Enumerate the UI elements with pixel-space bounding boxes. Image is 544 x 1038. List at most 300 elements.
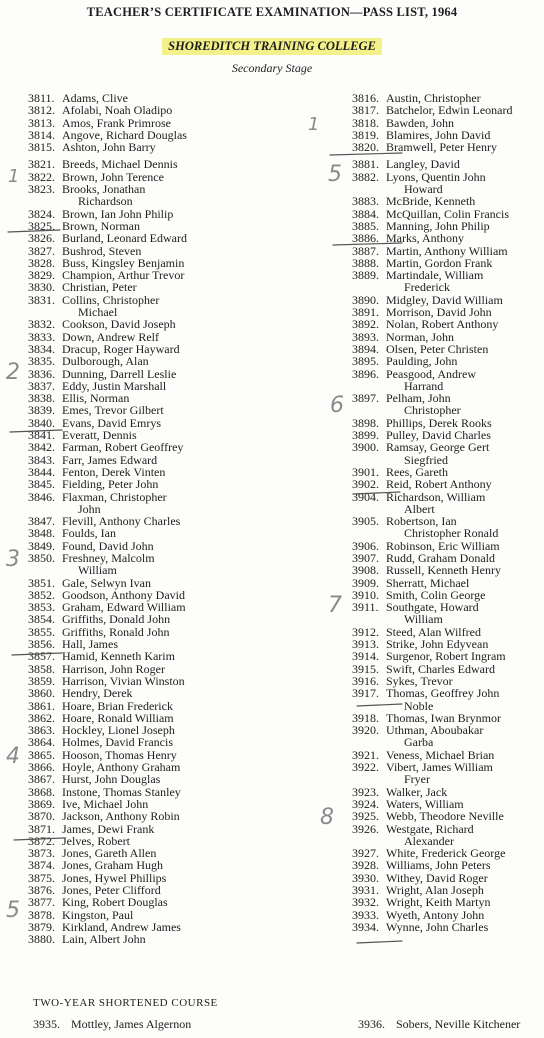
- entry-number: 3931.: [352, 883, 379, 897]
- list-item: [28, 687, 278, 699]
- entry-name-continuation: Christopher Ronald: [404, 526, 499, 541]
- entry-name: Farman, Robert Geoffrey: [62, 440, 184, 455]
- entry-name: Dracup, Roger Hayward: [62, 341, 180, 356]
- entry-name: White, Frederick George: [386, 846, 506, 861]
- list-item: [28, 104, 278, 116]
- list-item: [352, 810, 542, 822]
- entry-name: Ellis, Norman: [62, 391, 130, 406]
- entry-name-continuation: William: [404, 612, 443, 627]
- entry-number: 3832.: [28, 317, 55, 332]
- entry-name: Brooks, Jonathan: [62, 182, 146, 197]
- entry-number: 3860.: [28, 686, 55, 701]
- shortened-course-entry: [33, 1017, 191, 1032]
- stage-subtitle: Secondary Stage: [231, 61, 313, 75]
- entry-number: 3829.: [28, 268, 55, 283]
- entry-name: Harrison, John Roger: [62, 661, 165, 676]
- entry-number: 3823.: [28, 182, 55, 197]
- entry-name: James, Dewi Frank: [62, 821, 155, 836]
- entry-name: Southgate, Howard: [386, 600, 479, 615]
- entry-name: Martindale, William: [386, 268, 484, 283]
- entry-number: 3862.: [28, 710, 55, 725]
- entry-number: 3923.: [352, 784, 379, 799]
- entry-number: 3876.: [28, 883, 55, 897]
- entry-name: Ive, Michael John: [62, 796, 149, 811]
- entry-number: 3840.: [28, 415, 55, 430]
- entry-name: Manning, John Philip: [386, 218, 490, 233]
- entry-name: Instone, Thomas Stanley: [62, 784, 181, 799]
- entry-name: Walker, Jack: [386, 784, 448, 799]
- entry-number: 3926.: [352, 821, 379, 836]
- entry-name: Steed, Alan Wilfred: [386, 624, 481, 639]
- entry-number: 3928.: [352, 858, 379, 873]
- list-item: [28, 810, 278, 822]
- entry-number: 3850.: [28, 550, 55, 565]
- entry-number: 3935.: [33, 1017, 60, 1031]
- entry-name: Emes, Trevor Gilbert: [62, 403, 164, 418]
- list-item: [352, 245, 542, 257]
- entry-name: Jones, Hywel Phillips: [62, 870, 167, 885]
- entry-name: Peasgood, Andrew: [386, 366, 476, 381]
- entry-number: 3847.: [28, 514, 55, 529]
- entry-name: Harrison, Vivian Winston: [62, 673, 185, 688]
- entry-name: Phillips, Derek Rooks: [386, 415, 492, 430]
- entry-number: 3894.: [352, 341, 379, 356]
- entry-name: Nolan, Robert Anthony: [386, 317, 499, 332]
- entry-name: Freshney, Malcolm: [62, 550, 155, 565]
- entry-name: Robertson, Ian: [386, 514, 457, 529]
- entry-name: Williams, John Peters: [386, 858, 491, 873]
- entry-number: 3913.: [352, 637, 379, 652]
- list-item: [28, 404, 278, 416]
- entry-name: Griffiths, Donald John: [62, 612, 171, 627]
- entry-number: 3902.: [352, 477, 379, 492]
- entry-name: Hall, James: [62, 637, 118, 652]
- college-name: SHOREDITCH TRAINING COLLEGE: [162, 38, 382, 55]
- entry-number: 3874.: [28, 858, 55, 873]
- list-item: [352, 318, 542, 330]
- entry-name: McQuillan, Colin Francis: [386, 206, 509, 221]
- entry-name: Lain, Albert John: [62, 932, 146, 947]
- list-item: [352, 896, 542, 908]
- entry-name-continuation: Howard: [404, 182, 443, 197]
- entry-name: Reid, Robert Anthony: [386, 477, 492, 492]
- entry-name: Sherratt, Michael: [386, 575, 470, 590]
- entry-number: 3841.: [28, 428, 55, 443]
- entry-name: Brown, John Terence: [62, 169, 164, 184]
- entry-name: Hockley, Lionel Joseph: [62, 723, 175, 738]
- entry-number: 3920.: [352, 723, 379, 738]
- list-item: [352, 441, 542, 453]
- entry-number: 3866.: [28, 760, 55, 775]
- list-item: [352, 478, 542, 490]
- entry-name: Jones, Peter Clifford: [62, 883, 161, 897]
- entry-number: 3849.: [28, 538, 55, 553]
- entry-number: 3865.: [28, 747, 55, 762]
- list-item: [28, 318, 278, 330]
- entry-number: 3914.: [352, 649, 379, 664]
- entry-number: 3933.: [352, 907, 379, 922]
- entry-name: Swift, Charles Edward: [386, 661, 495, 676]
- entry-number: 3881.: [352, 157, 379, 172]
- entry-number: 3886.: [352, 231, 379, 246]
- entry-name: Brown, Ian John Philip: [62, 206, 174, 221]
- entry-number: 3877.: [28, 895, 55, 910]
- pencil-mark: 1: [308, 114, 320, 135]
- entry-name: Rudd, Graham Donald: [386, 550, 495, 565]
- entry-number: 3910.: [352, 587, 379, 602]
- entry-number: 3846.: [28, 489, 55, 504]
- entry-name: Austin, Christopher: [386, 91, 481, 105]
- entry-number: 3930.: [352, 870, 379, 885]
- entry-number: 3901.: [352, 464, 379, 479]
- entry-name-continuation: Fryer: [404, 772, 430, 787]
- list-item: [28, 158, 278, 170]
- entry-name: Goodson, Anthony David: [62, 587, 185, 602]
- entry-name-continuation: John: [78, 501, 101, 516]
- entry-name: Kirkland, Andrew James: [62, 919, 181, 934]
- entry-name: King, Robert Douglas: [62, 895, 168, 910]
- entry-name-continuation: Noble: [404, 698, 434, 713]
- entry-name: Kingston, Paul: [62, 907, 134, 922]
- entry-name: Brown, Norman: [62, 218, 140, 233]
- entry-number: 3853.: [28, 600, 55, 615]
- entry-name: Found, David John: [62, 538, 154, 553]
- entry-number: 3891.: [352, 305, 379, 320]
- entry-number: 3836.: [28, 366, 55, 381]
- entry-name: Hoare, Brian Frederick: [62, 698, 173, 713]
- entry-number: 3924.: [352, 796, 379, 811]
- entry-name: Evans, David Emrys: [62, 415, 161, 430]
- entry-number: 3882.: [352, 169, 379, 184]
- list-item: [28, 478, 278, 490]
- entry-name: Strike, John Edyvean: [386, 637, 489, 652]
- list-item: [28, 368, 278, 380]
- list-item: [352, 491, 542, 503]
- entry-name: Dulborough, Alan: [62, 354, 149, 369]
- entry-name: Everatt, Dennis: [62, 428, 137, 443]
- list-item: [352, 687, 542, 699]
- entry-number: 3844.: [28, 464, 55, 479]
- list-item: [352, 564, 542, 576]
- entry-name-continuation: Michael: [78, 305, 118, 320]
- entry-name: Morrison, David John: [386, 305, 492, 320]
- entry-number: 3856.: [28, 637, 55, 652]
- entry-number: 3848.: [28, 526, 55, 541]
- entry-name: Richardson, William: [386, 489, 486, 504]
- list-item: [28, 281, 278, 293]
- entry-number: 3869.: [28, 796, 55, 811]
- entry-number: 3925.: [352, 809, 379, 824]
- entry-number: 3915.: [352, 661, 379, 676]
- pencil-mark: 6: [330, 393, 344, 418]
- entry-number: 3912.: [352, 624, 379, 639]
- list-item: [352, 724, 542, 736]
- entry-name: Wynne, John Charles: [386, 919, 489, 934]
- list-item: [28, 232, 278, 244]
- entry-name: Surgenor, Robert Ingram: [386, 649, 506, 664]
- entry-number: 3870.: [28, 809, 55, 824]
- entry-name: Waters, William: [386, 796, 464, 811]
- entry-name: Pelham, John: [386, 391, 451, 406]
- entry-number: 3872.: [28, 833, 55, 848]
- entry-name: Champion, Arthur Trevor: [62, 268, 185, 283]
- entry-number: 3883.: [352, 194, 379, 209]
- entry-number: 3892.: [352, 317, 379, 332]
- entry-number: 3895.: [352, 354, 379, 369]
- entry-number: 3825.: [28, 218, 55, 233]
- shortened-course-heading: TWO-YEAR SHORTENED COURSE: [33, 997, 218, 1009]
- entry-name: Jelves, Robert: [62, 833, 130, 848]
- entry-name: Lyons, Quentin John: [386, 169, 486, 184]
- entry-name: Uthman, Aboubakar: [386, 723, 484, 738]
- entry-number: 3815.: [28, 140, 55, 155]
- shortened-course-entry: [358, 1017, 520, 1032]
- pencil-mark: 4: [6, 744, 20, 769]
- entry-number: 3811.: [28, 91, 55, 105]
- entry-number: 3905.: [352, 514, 379, 529]
- entry-number: 3873.: [28, 846, 55, 861]
- entry-number: 3821.: [28, 157, 55, 172]
- entry-number: 3896.: [352, 366, 379, 381]
- page-title: TEACHER’S CERTIFICATE EXAMINATION—PASS LIST, 1964: [86, 5, 458, 19]
- entry-name: Down, Andrew Relf: [62, 329, 159, 344]
- entry-name: Withey, David Roger: [386, 870, 488, 885]
- entry-number: 3843.: [28, 452, 55, 467]
- entry-name: Westgate, Richard: [386, 821, 474, 836]
- list-item: [28, 245, 278, 257]
- entry-name: Ashton, John Barry: [62, 140, 156, 155]
- entry-name-continuation: Harrand: [404, 378, 444, 393]
- entry-name: Griffiths, Ronald John: [62, 624, 170, 639]
- list-item: [28, 294, 278, 306]
- entry-name: Pulley, David Charles: [386, 428, 491, 443]
- entry-name: Bawden, John: [386, 115, 454, 130]
- entry-number: 3900.: [352, 440, 379, 455]
- list-item: [352, 141, 542, 153]
- entry-name: Blamires, John David: [386, 127, 491, 142]
- entry-name: Bushrod, Steven: [62, 243, 142, 258]
- list-item: [352, 195, 542, 207]
- entry-number: 3875.: [28, 870, 55, 885]
- entry-name: Adams, Clive: [62, 91, 128, 105]
- college-heading: [0, 37, 544, 55]
- entry-number: 3906.: [352, 538, 379, 553]
- entry-number: 3918.: [352, 710, 379, 725]
- entry-name: Vibert, James William: [386, 760, 493, 775]
- list-item: [352, 158, 542, 170]
- entry-name: Martin, Anthony William: [386, 243, 508, 258]
- entry-name: Batchelor, Edwin Leonard: [386, 103, 513, 118]
- entry-number: 3842.: [28, 440, 55, 455]
- entry-name-continuation: Alexander: [404, 833, 454, 848]
- list-item: [352, 650, 542, 662]
- entry-number: 3835.: [28, 354, 55, 369]
- list-item: [28, 552, 278, 564]
- entry-name: Veness, Michael Brian: [386, 747, 495, 762]
- entry-name-continuation: Richardson: [78, 194, 133, 209]
- list-item: [352, 823, 542, 835]
- entry-name-continuation: William: [78, 563, 117, 578]
- entry-name: Ramsay, George Gert: [386, 440, 490, 455]
- entry-number: 3859.: [28, 673, 55, 688]
- entry-number: 3812.: [28, 103, 55, 118]
- entry-name: Wright, Keith Martyn: [386, 895, 491, 910]
- entry-name: Angove, Richard Douglas: [62, 127, 187, 142]
- entry-number: 3893.: [352, 329, 379, 344]
- entry-number: 3871.: [28, 821, 55, 836]
- entry-name: Amos, Frank Primrose: [62, 115, 171, 130]
- right-column: [352, 92, 542, 933]
- entry-number: 3897.: [352, 391, 379, 406]
- entry-name: Wyeth, Antony John: [386, 907, 485, 922]
- entry-name: Midgley, David William: [386, 292, 503, 307]
- pencil-mark: 8: [320, 805, 334, 830]
- entry-name: Hoyle, Anthony Graham: [62, 760, 181, 775]
- entry-number: 3833.: [28, 329, 55, 344]
- entry-name: Holmes, David Francis: [62, 735, 173, 750]
- pencil-underline: [357, 941, 402, 943]
- entry-name: Jackson, Anthony Robin: [62, 809, 180, 824]
- entry-number: 3861.: [28, 698, 55, 713]
- entry-name: Thomas, Iwan Brynmor: [386, 710, 501, 725]
- entry-number: 3838.: [28, 391, 55, 406]
- entry-name: Dunning, Darrell Leslie: [62, 366, 177, 381]
- entry-name: Gale, Selwyn Ivan: [62, 575, 151, 590]
- entry-name: Langley, David: [386, 157, 460, 172]
- left-column: [28, 92, 278, 945]
- entry-number: 3813.: [28, 115, 55, 130]
- entry-number: 3879.: [28, 919, 55, 934]
- entry-name: Collins, Christopher: [62, 292, 160, 307]
- entry-number: 3854.: [28, 612, 55, 627]
- list-item: [352, 368, 542, 380]
- pencil-mark: 2: [6, 360, 20, 385]
- list-item: [28, 896, 278, 908]
- pencil-mark: 5: [6, 898, 20, 923]
- entry-name: Mottley, James Algernon: [71, 1017, 192, 1031]
- entry-name: Fielding, Peter John: [62, 477, 159, 492]
- entry-number: 3907.: [352, 550, 379, 565]
- entry-name: Marks, Anthony: [386, 231, 464, 246]
- entry-number: 3880.: [28, 932, 55, 947]
- list-item: [28, 355, 278, 367]
- entry-name: Flaxman, Christopher: [62, 489, 167, 504]
- entry-name: Russell, Kenneth Henry: [386, 563, 501, 578]
- entry-number: 3908.: [352, 563, 379, 578]
- entry-number: 3885.: [352, 218, 379, 233]
- entry-name: Eddy, Justin Marshall: [62, 378, 167, 393]
- entry-name: Olsen, Peter Christen: [386, 341, 489, 356]
- entry-number: 3834.: [28, 341, 55, 356]
- entry-number: 3820.: [352, 140, 379, 155]
- entry-name: Foulds, Ian: [62, 526, 116, 541]
- entry-number: 3819.: [352, 127, 379, 142]
- list-item: [28, 527, 278, 539]
- entry-number: 3824.: [28, 206, 55, 221]
- entry-number: 3826.: [28, 231, 55, 246]
- entry-number: 3922.: [352, 760, 379, 775]
- list-item: [28, 441, 278, 453]
- entry-name-continuation: Albert: [404, 501, 435, 516]
- entry-number: 3890.: [352, 292, 379, 307]
- entry-name: Wright, Alan Joseph: [386, 883, 484, 897]
- list-item: [28, 700, 278, 712]
- entry-number: 3837.: [28, 378, 55, 393]
- list-item: [28, 613, 278, 625]
- list-item: [352, 921, 542, 933]
- entry-number: 3828.: [28, 255, 55, 270]
- entry-name: Smith, Colin George: [386, 587, 486, 602]
- entry-name-continuation: Christopher: [404, 403, 461, 418]
- entry-name: Graham, Edward William: [62, 600, 186, 615]
- entry-name-continuation: Garba: [404, 735, 434, 750]
- entry-number: 3830.: [28, 280, 55, 295]
- entry-number: 3887.: [352, 243, 379, 258]
- entry-name-continuation: Frederick: [404, 280, 450, 295]
- list-item: [28, 933, 278, 945]
- entry-number: 3898.: [352, 415, 379, 430]
- entry-number: 3816.: [352, 91, 379, 105]
- entry-number: 3839.: [28, 403, 55, 418]
- entry-number: 3917.: [352, 686, 379, 701]
- entry-number: 3884.: [352, 206, 379, 221]
- entry-name-continuation: Siegfried: [404, 452, 448, 467]
- entry-name: Paulding, John: [386, 354, 458, 369]
- pencil-mark: 1: [8, 166, 20, 187]
- list-item: [352, 601, 542, 613]
- list-item: [28, 183, 278, 195]
- entry-number: 3863.: [28, 723, 55, 738]
- entry-number: 3851.: [28, 575, 55, 590]
- list-item: [352, 104, 542, 116]
- entry-name: Jones, Gareth Allen: [62, 846, 157, 861]
- entry-name: Bramwell, Peter Henry: [386, 140, 497, 155]
- entry-name: Farr, James Edward: [62, 452, 158, 467]
- entry-number: 3878.: [28, 907, 55, 922]
- entry-number: 3817.: [352, 103, 379, 118]
- entry-number: 3936.: [358, 1017, 385, 1031]
- entry-name: Sykes, Trevor: [386, 673, 453, 688]
- pencil-mark: 7: [328, 593, 342, 618]
- entry-name: Buss, Kingsley Benjamin: [62, 255, 185, 270]
- list-item: [352, 859, 542, 871]
- entry-number: 3831.: [28, 292, 55, 307]
- entry-number: 3818.: [352, 115, 379, 130]
- list-item: [28, 650, 278, 662]
- entry-name: Fenton, Derek Vinten: [62, 464, 166, 479]
- entry-number: 3899.: [352, 428, 379, 443]
- entry-name: Christian, Peter: [62, 280, 137, 295]
- entry-name: Martin, Gordon Frank: [386, 255, 493, 270]
- entry-number: 3909.: [352, 575, 379, 590]
- entry-name: Sobers, Neville Kitchener: [396, 1017, 521, 1031]
- entry-number: 3888.: [352, 255, 379, 270]
- entry-name: Flevill, Anthony Charles: [62, 514, 181, 529]
- list-item: [28, 859, 278, 871]
- entry-number: 3855.: [28, 624, 55, 639]
- entry-name: Hendry, Derek: [62, 686, 133, 701]
- entry-number: 3845.: [28, 477, 55, 492]
- entry-name: Cookson, David Joseph: [62, 317, 176, 332]
- list-item: [352, 232, 542, 244]
- entry-name: McBride, Kenneth: [386, 194, 476, 209]
- list-item: [28, 491, 278, 503]
- entry-name: Breeds, Michael Dennis: [62, 157, 178, 172]
- entry-number: 3934.: [352, 919, 379, 934]
- entry-number: 3889.: [352, 268, 379, 283]
- entry-number: 3864.: [28, 735, 55, 750]
- entry-number: 3858.: [28, 661, 55, 676]
